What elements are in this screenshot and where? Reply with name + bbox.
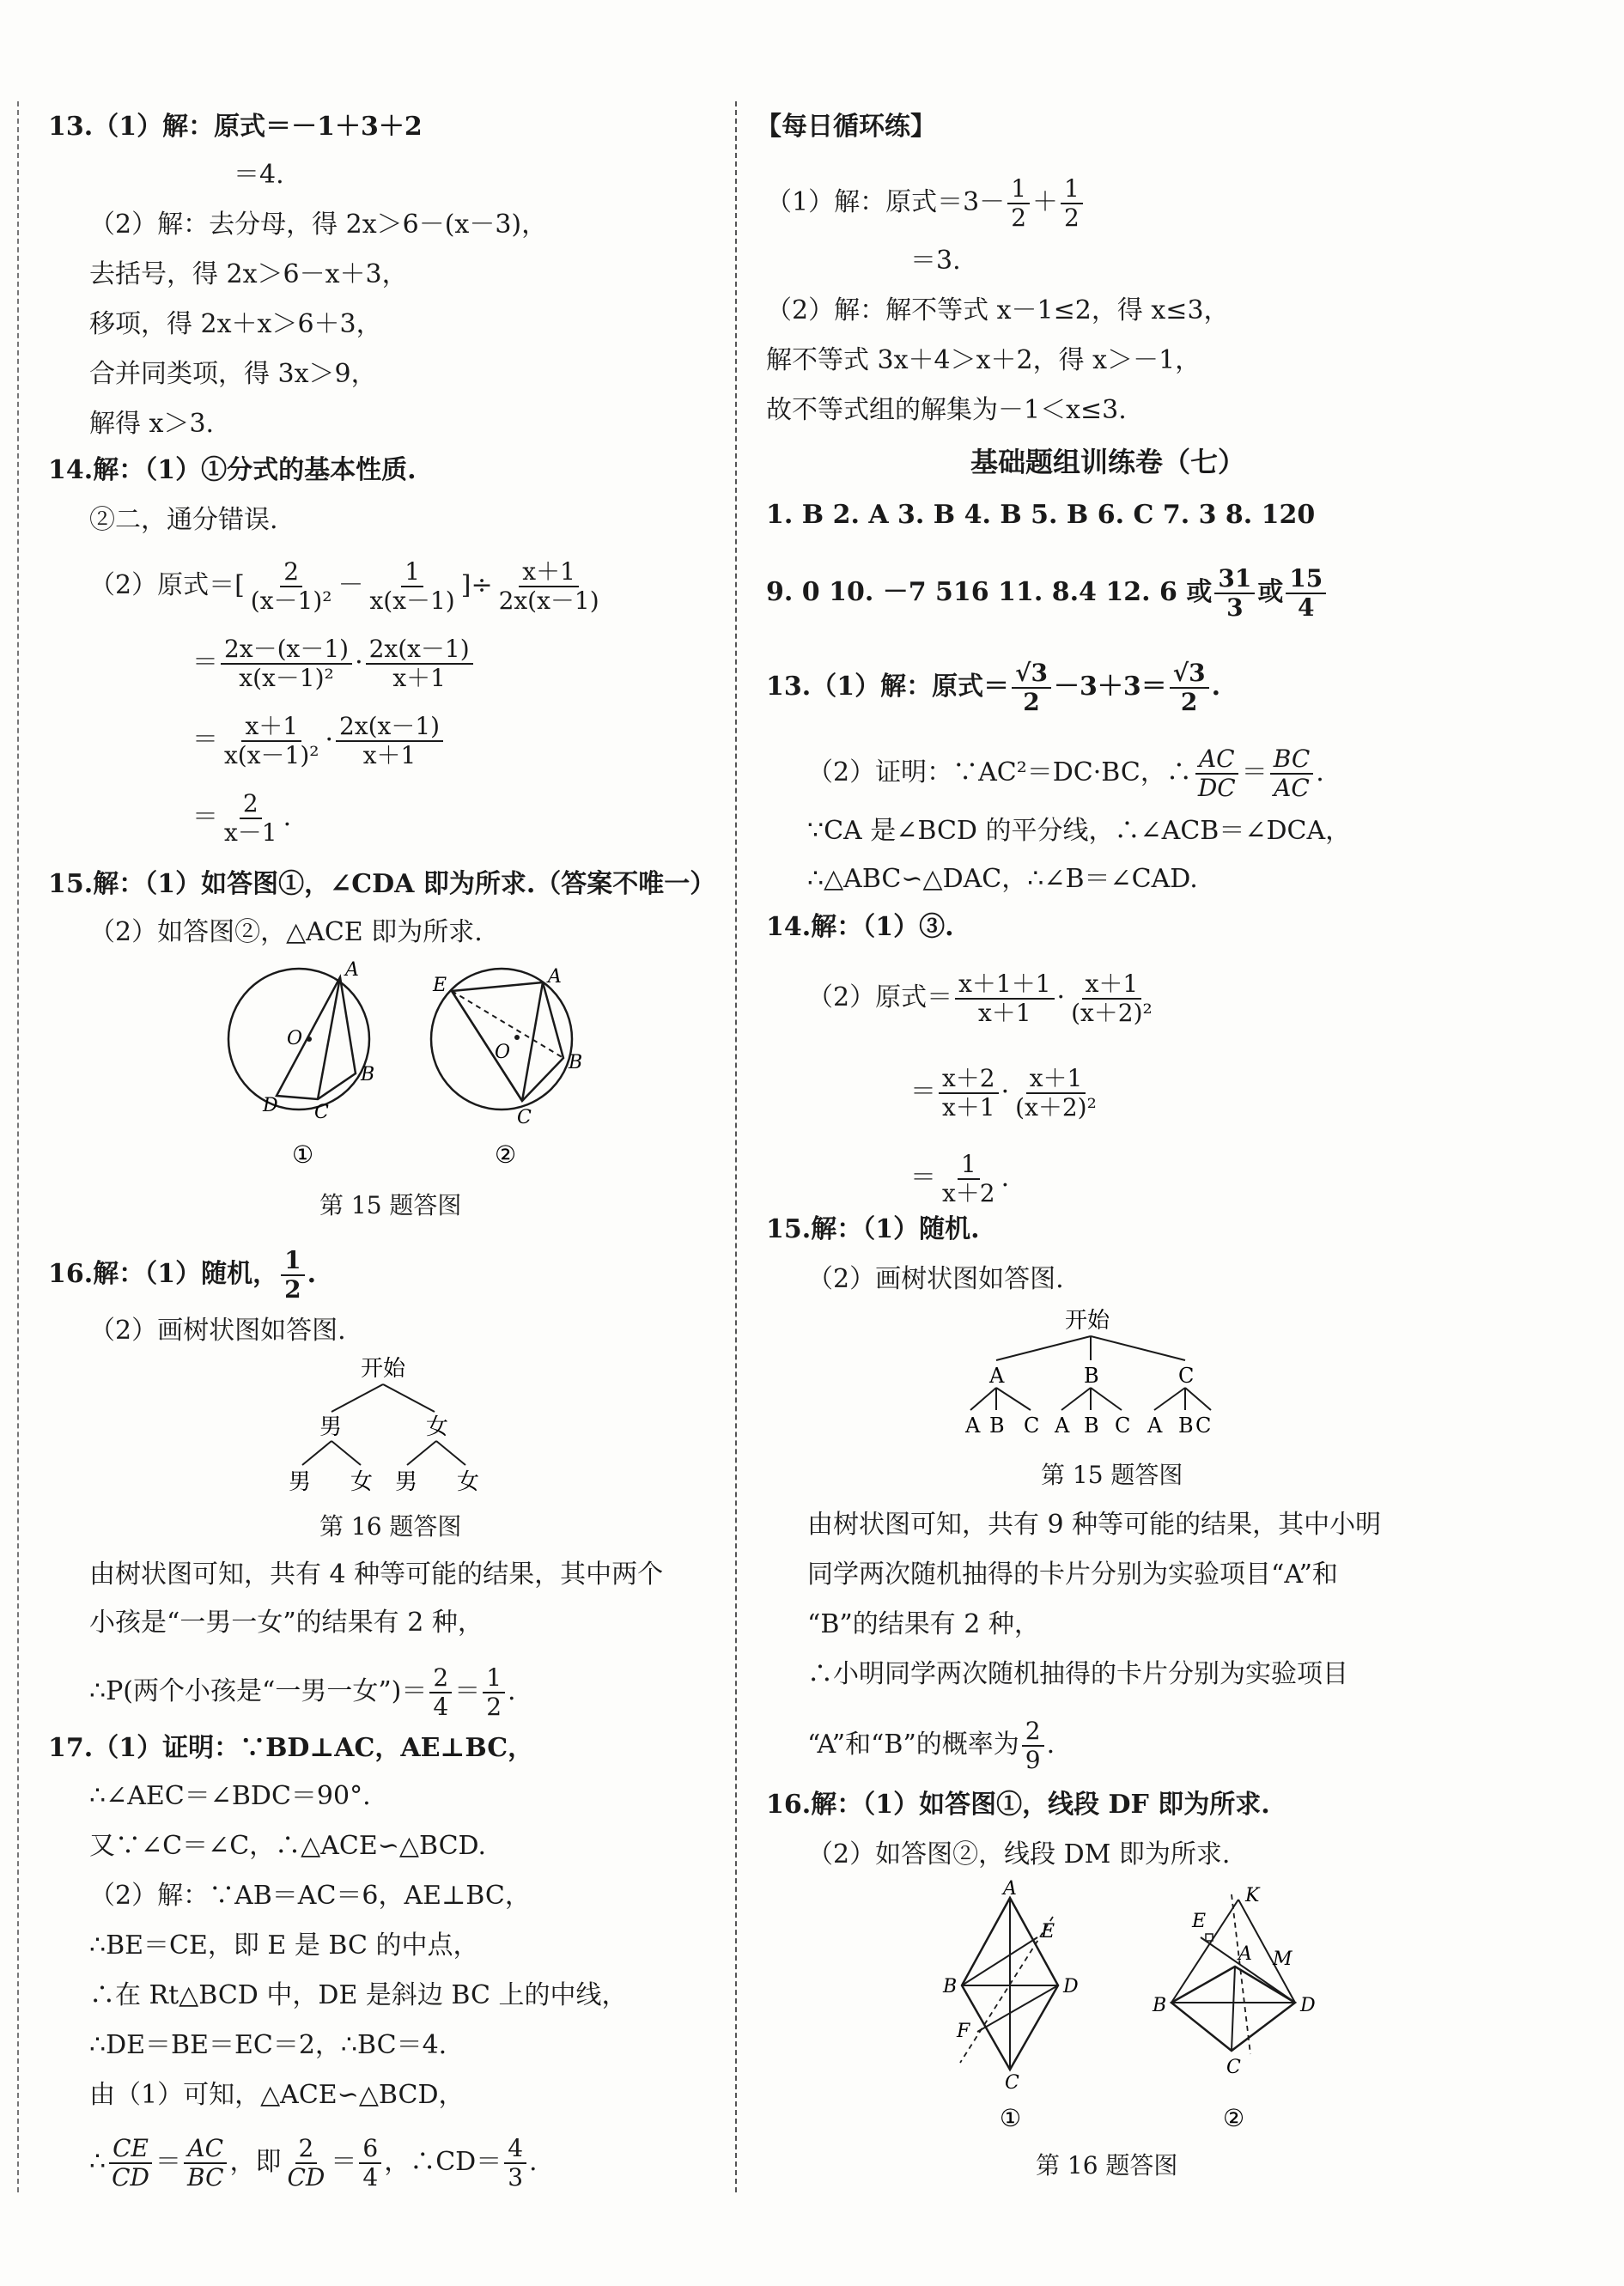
fig15b-side2 — [452, 991, 522, 1101]
fig15a-label-d: D — [263, 1095, 278, 1116]
q15-tree-l2-6: A — [1147, 1414, 1163, 1438]
p13-line6: 合并同类项，得 3x＞9， — [89, 359, 377, 389]
q16-figures — [936, 1878, 1316, 2140]
q13-frac4: $\frac{BC}{AC}$ — [1270, 745, 1314, 802]
p17-line9: ∴ $\frac{CE}{CD}$ ＝ $\frac{AC}{BC}$ ，即 $\frac{2}{CD}$ ＝ $\frac{6}{4}$ ，∴CD＝ $\frac{4}{3}$ . — [89, 2134, 538, 2192]
q15-tree-l1-0: A — [989, 1364, 1005, 1388]
q15-tree-root: 开始 — [1065, 1308, 1110, 1334]
fig16a-label-a: A — [1003, 1878, 1017, 1900]
p16-line1: 16.解：（1）随机， $\frac{1}{2}$ . — [48, 1246, 317, 1304]
p17-line8: 由（1）可知，△ACE∽△BCD， — [89, 2080, 465, 2110]
fig15b-label-e: E — [433, 975, 447, 996]
fig15a-center — [307, 1037, 312, 1042]
p16-tree-l2-3: 女 — [457, 1469, 480, 1495]
p14-line1: 14.解：（1）①分式的基本性质. — [48, 455, 417, 485]
q15-frac1: $\frac{2}{9}$ — [1022, 1718, 1044, 1774]
p13-line2: ＝4. — [234, 160, 284, 190]
q15-tree-l2-1: B — [989, 1414, 1005, 1438]
daily-line3: （2）解：解不等式 x－1≤2，得 x≤3， — [766, 295, 1230, 325]
daily-line5: 故不等式组的解集为－1＜x≤3. — [766, 395, 1127, 425]
p17-frac2: $\frac{AC}{BC}$ — [184, 2135, 228, 2192]
fig15a-label-b: B — [361, 1064, 375, 1085]
fig15b-label-c: C — [517, 1107, 532, 1128]
p16-frac3: $\frac{1}{2}$ — [483, 1664, 505, 1721]
fig15b-center — [514, 1035, 520, 1040]
fig16b-number: ② — [1223, 2104, 1245, 2132]
p13-line5: 移项，得 2x＋x＞6＋3， — [89, 309, 382, 339]
p14-line3: （2）原式＝[ $\frac{2}{\text{(x－1)²}}$ － $\frac{1}{x(x-1)}$ ]÷ $\frac{x+1}{2x(x-1)}$ — [89, 558, 605, 615]
q16-caption: 第 16 题答图 — [1036, 2151, 1178, 2180]
p14-line6: ＝ $\frac{2}{x-1}$ . — [192, 789, 292, 847]
q15-tree-l2-0: A — [965, 1414, 981, 1438]
fig16a-label-c: C — [1005, 2072, 1019, 2094]
fig16b-label-a: A — [1238, 1943, 1252, 1965]
fig16a-label-d: D — [1063, 1976, 1079, 1997]
q16-line1: 16.解：（1）如答图①，线段 DF 即为所求. — [766, 1790, 1270, 1820]
p16-frac1: $\frac{1}{2}$ — [281, 1247, 304, 1304]
q13-line2: （2）证明：∵AC²＝DC·BC，∴ $\frac{AC}{DC}$ ＝ $\frac{BC}{AC}$ . — [807, 745, 1324, 802]
p14-line2: ②二，通分错误. — [89, 505, 278, 535]
q15-tree-l2-5: C — [1115, 1414, 1131, 1438]
q14-line2: （2）原式＝ $\frac{x+1+1}{x+1}$ · $\frac{x+1}{\text{(x＋2)²}}$ — [807, 970, 1159, 1027]
p14-frac7: $\frac{2x(x-1)}{x+1}$ — [336, 713, 443, 769]
fig15b-number: ② — [495, 1140, 517, 1169]
fig16b-label-e: E — [1192, 1911, 1207, 1932]
fig15a-number: ① — [292, 1140, 314, 1169]
answers-frac2: $\frac{15}{4}$ — [1286, 565, 1326, 622]
q13-frac3: $\frac{AC}{DC}$ — [1195, 745, 1239, 802]
q15-line7: “A”和“B”的概率为 $\frac{2}{9}$ . — [807, 1717, 1055, 1774]
p15-figures — [203, 951, 606, 1175]
fig15a-label-c: C — [314, 1102, 329, 1123]
q14-line4: ＝ $\frac{1}{x+2}$ . — [910, 1150, 1010, 1207]
p17-frac5: $\frac{4}{3}$ — [504, 2135, 526, 2192]
q13-frac1: $\frac{√3}{2}$ — [1012, 660, 1051, 716]
p16-line4: 小孩是“一男一女”的结果有 2 种， — [89, 1608, 484, 1638]
q15-tree-l2-4: B — [1084, 1414, 1099, 1438]
p16-tree-l2-1: 女 — [350, 1469, 374, 1495]
p16-line3: 由树状图可知，共有 4 种等可能的结果，其中两个 — [89, 1559, 664, 1590]
q14-line3: ＝ $\frac{x+2}{x+1}$ · $\frac{x+1}{\text{(x＋2)²}}$ — [910, 1065, 1103, 1122]
fig16a-label-b: B — [943, 1976, 958, 1997]
p14-l3-prefix: （2）原式＝[ — [89, 570, 245, 600]
answers-row1: 1. B 2. A 3. B 4. B 5. B 6. C 7. 3 8. 120 — [766, 500, 1316, 530]
daily-line1: （1）解：原式＝3－ $\frac{1}{2}$ ＋ $\frac{1}{2}$ — [766, 175, 1086, 232]
p16-tree-l2-0: 男 — [289, 1469, 312, 1495]
p14-frac6: $\frac{x+1}{\text{x(x－1)²}}$ — [224, 712, 319, 769]
q15-tree-l2-3: A — [1055, 1414, 1070, 1438]
p16-line5: ∴P(两个小孩是“一男一女”)＝ $\frac{2}{4}$ ＝ $\frac{1}{2}$ . — [89, 1663, 516, 1721]
p16-tree-root: 开始 — [361, 1356, 406, 1382]
section-title: 基础题组训练卷（七） — [970, 446, 1245, 478]
fig16b-label-m: M — [1273, 1949, 1293, 1970]
q14-frac3: $\frac{x+2}{x+1}$ — [939, 1065, 999, 1122]
p13-line1: 13.（1）解：原式＝－1＋3＋2 — [48, 112, 423, 142]
fig16b-label-c: C — [1226, 2057, 1241, 2078]
p14-frac3: $\frac{x+1}{2x(x-1)}$ — [498, 557, 599, 615]
q14-line1: 14.解：（1）③. — [766, 912, 954, 942]
fig16a-be — [962, 1937, 1037, 1985]
daily-line2: ＝3. — [910, 246, 961, 276]
p15-line2: （2）如答图②，△ACE 即为所求. — [89, 917, 483, 947]
q14-frac4: $\frac{x+1}{\text{(x＋2)²}}$ — [1015, 1064, 1097, 1122]
fig16a-dashed — [960, 1917, 1053, 2063]
p17-line7: ∴DE＝BE＝EC＝2，∴BC＝4. — [89, 2030, 447, 2060]
daily-frac1: $\frac{1}{2}$ — [1007, 175, 1030, 232]
fig16b-label-k: K — [1245, 1885, 1260, 1906]
p17-line3: 又∵∠C＝∠C，∴△ACE∽△BCD. — [89, 1831, 487, 1861]
right-column — [756, 0, 1460, 2198]
p14-frac5: $\frac{2x(x-1)}{x+1}$ — [366, 635, 473, 692]
fig15b-label-b: B — [569, 1052, 583, 1073]
q15-line3: 由树状图可知，共有 9 种等可能的结果，其中小明 — [807, 1510, 1382, 1540]
q13-line4: ∴△ABC∽△DAC，∴∠B＝∠CAD. — [807, 864, 1198, 894]
p13-line7: 解得 x＞3. — [89, 409, 215, 439]
q15-line1: 15.解：（1）随机. — [766, 1214, 980, 1244]
p17-frac1: $\frac{CE}{CD}$ — [108, 2135, 153, 2192]
p16-tree — [289, 1352, 546, 1498]
answers-row2: 9. 0 10. －7 516 11. 8.4 12. 6 或 $\frac{31}{3}$ 或 $\frac{15}{4}$ — [766, 565, 1329, 622]
p14-frac1: $\frac{2}{\text{(x－1)²}}$ — [250, 557, 332, 615]
q14-frac2: $\frac{x+1}{\text{(x＋2)²}}$ — [1071, 970, 1153, 1027]
p17-frac3: $\frac{2}{CD}$ — [287, 2134, 325, 2192]
q13-line1: 13.（1）解：原式＝ $\frac{√3}{2}$ －3＋3＝ $\frac{√3}{2}$ . — [766, 659, 1221, 716]
q15-tree — [965, 1305, 1212, 1443]
p14-frac8: $\frac{2}{x-1}$ — [224, 789, 277, 847]
p16-tree-l1-1: 女 — [426, 1414, 449, 1440]
p15-caption: 第 15 题答图 — [319, 1191, 462, 1219]
fig16a-label-e: E — [1041, 1921, 1055, 1942]
fig16b-label-b: B — [1153, 1995, 1167, 2016]
daily-frac2: $\frac{1}{2}$ — [1061, 175, 1083, 232]
p13-line3: （2）解：去分母，得 2x＞6－(x－3)， — [89, 210, 548, 240]
q16-line2: （2）如答图②，线段 DM 即为所求. — [807, 1839, 1231, 1870]
q15-line4: 同学两次随机抽得的卡片分别为实验项目“A”和 — [807, 1559, 1338, 1590]
q15-line5: “B”的结果有 2 种， — [807, 1609, 1040, 1639]
q14-frac5: $\frac{1}{x+2}$ — [942, 1150, 995, 1207]
p17-line4: （2）解：∵AB＝AC＝6，AE⊥BC， — [89, 1881, 531, 1911]
q13-line3: ∵CA 是∠BCD 的平分线，∴∠ACB＝∠DCA， — [807, 816, 1352, 846]
fig15b-circle — [431, 969, 572, 1110]
q15-line6: ∴小明同学两次随机抽得的卡片分别为实验项目 — [807, 1659, 1348, 1689]
q15-caption: 第 15 题答图 — [1041, 1461, 1183, 1489]
p17-frac4: $\frac{6}{4}$ — [359, 2135, 381, 2192]
fig16b-label-d: D — [1300, 1995, 1316, 2016]
q13-frac2: $\frac{√3}{2}$ — [1170, 660, 1209, 716]
p17-line1: 17.（1）证明：∵BD⊥AC，AE⊥BC， — [48, 1733, 534, 1763]
daily-header: 【每日循环练】 — [756, 112, 936, 142]
p16-caption: 第 16 题答图 — [319, 1512, 462, 1541]
fig16a-number: ① — [1000, 2104, 1022, 2132]
p17-line2: ∴∠AEC＝∠BDC＝90°. — [89, 1781, 371, 1811]
fig15a-label-o: O — [287, 1028, 303, 1049]
q15-tree-l2-7: B — [1178, 1414, 1194, 1438]
p17-line6: ∴在 Rt△BCD 中，DE 是斜边 BC 上的中线， — [89, 1980, 628, 2010]
p15-line1: 15.解：（1）如答图①，∠CDA 即为所求.（答案不唯一） — [48, 869, 716, 899]
column-divider — [735, 101, 737, 2192]
q15-tree-l1-2: C — [1178, 1364, 1195, 1388]
fig15b-label-a: A — [548, 966, 562, 988]
q14-frac1: $\frac{x+1+1}{x+1}$ — [955, 970, 1054, 1027]
p16-frac2: $\frac{2}{4}$ — [429, 1664, 452, 1721]
p14-line5: ＝ $\frac{x+1}{\text{x(x－1)²}}$ · $\frac{2x(x-1)}{x+1}$ — [192, 713, 446, 769]
p14-line4: ＝ $\frac{2x-(x-1)}{\text{x(x－1)²}}$ · $\frac{2x(x-1)}{x+1}$ — [192, 635, 476, 692]
q15-tree-l2-8: C — [1195, 1414, 1212, 1438]
q15-line2: （2）画树状图如答图. — [807, 1264, 1064, 1294]
q15-tree-l1-1: B — [1084, 1364, 1099, 1388]
p16-line2: （2）画树状图如答图. — [89, 1316, 346, 1346]
fig16a-label-f: F — [957, 2021, 970, 2042]
p16-tree-l1-0: 男 — [319, 1414, 343, 1440]
left-margin-dash — [17, 101, 19, 2192]
fig15a-diagonal — [318, 977, 340, 1099]
fig15a-label-a: A — [345, 959, 359, 981]
daily-line4: 解不等式 3x＋4＞x＋2，得 x＞－1， — [766, 345, 1201, 375]
p17-line5: ∴BE＝CE，即 E 是 BC 的中点， — [89, 1930, 479, 1961]
fig15b-label-o: O — [495, 1042, 511, 1063]
p16-tree-l2-2: 男 — [395, 1469, 418, 1495]
p14-frac2: $\frac{1}{x(x-1)}$ — [369, 557, 455, 615]
q15-tree-l2-2: C — [1024, 1414, 1040, 1438]
answers-frac1: $\frac{31}{3}$ — [1214, 565, 1255, 622]
p13-line4: 去括号，得 2x＞6－x＋3， — [89, 259, 408, 289]
p14-frac4: $\frac{2x-(x-1)}{\text{x(x－1)²}}$ — [221, 635, 352, 692]
left-column — [31, 0, 718, 2198]
fig16b-ac — [1232, 1967, 1235, 2051]
